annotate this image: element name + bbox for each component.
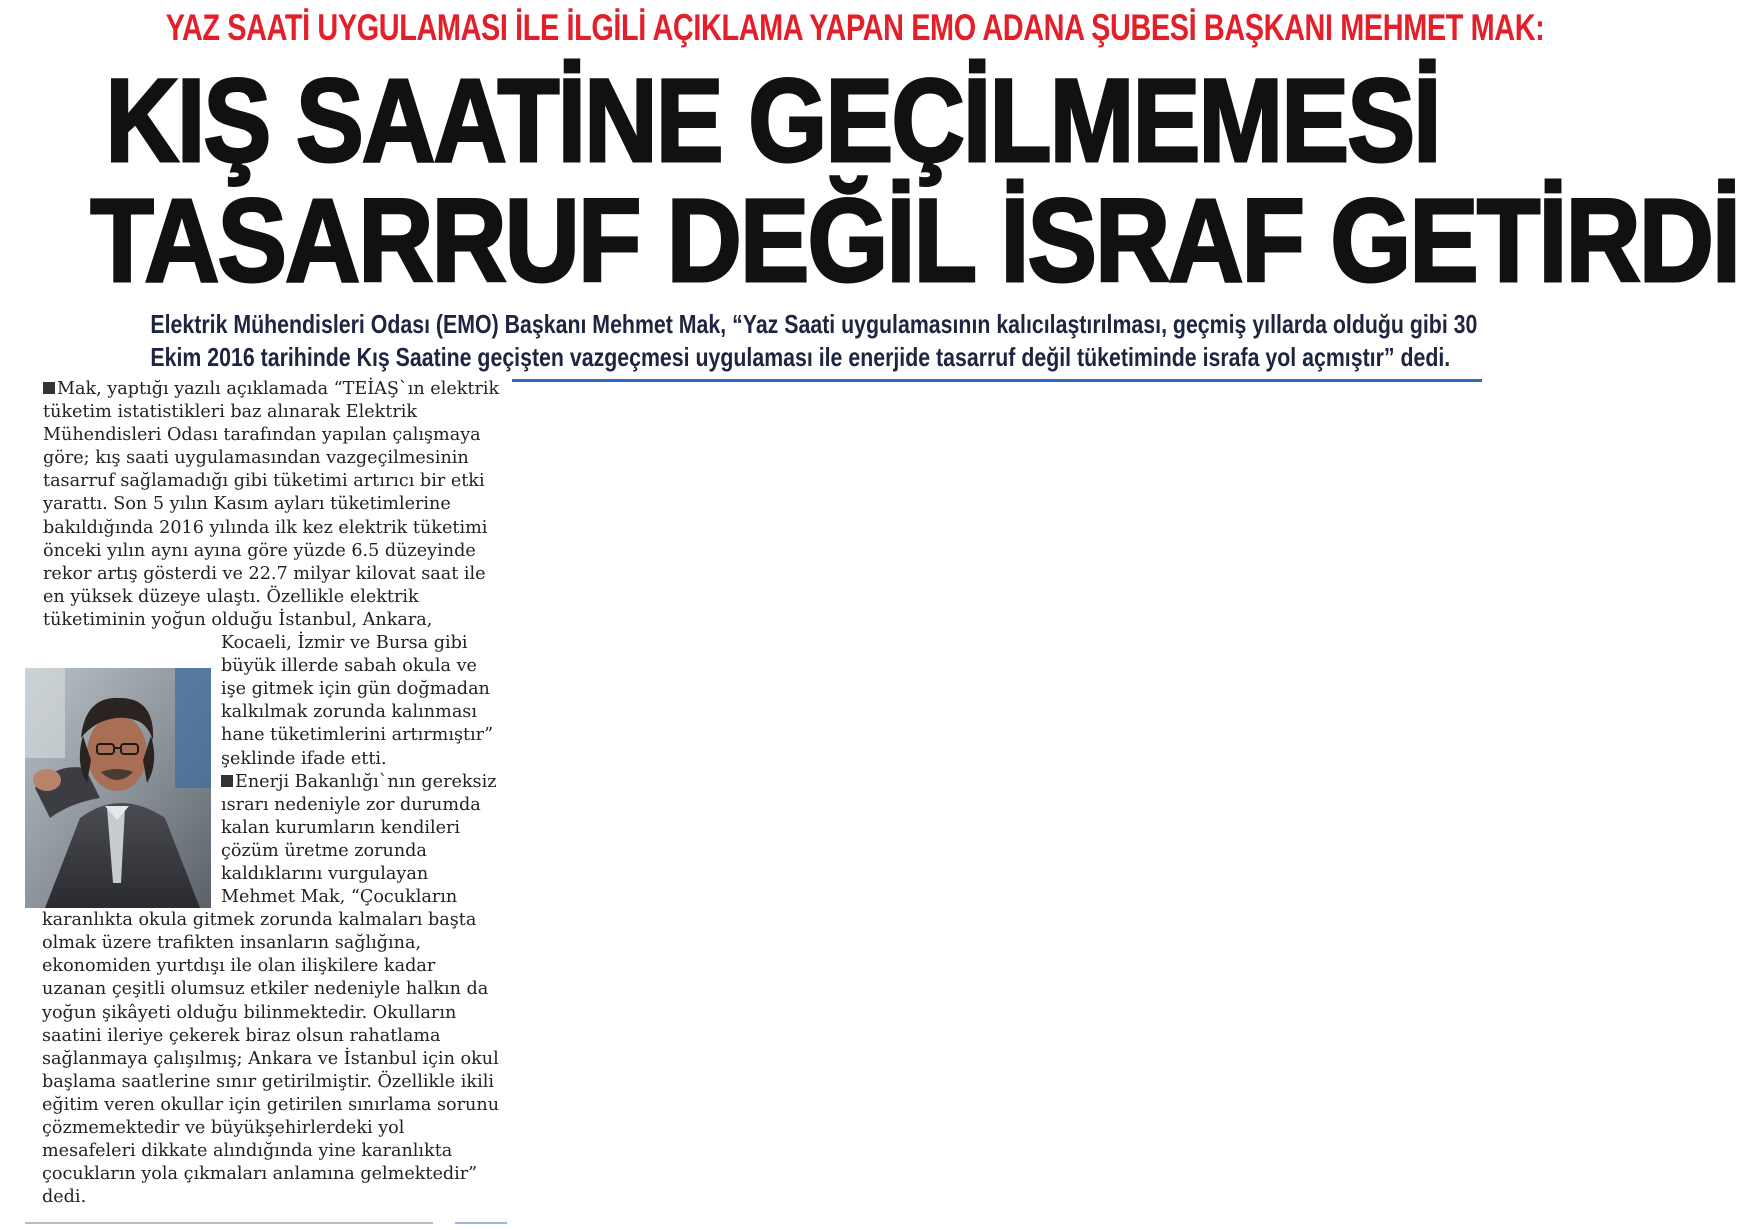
portrait-photo (25, 668, 211, 908)
paragraph-bullet-icon (43, 382, 55, 394)
deck-line-2: Ekim 2016 tarihinde Kış Saatine geçişten vazgeçmesi uygulaması ile enerjide tasarruf değil tüketiminde israfa yol açmıştır” dedi. (150, 342, 1451, 372)
headline-line-1: KIŞ SAATİNE GEÇİLMEMESİ (105, 55, 1440, 187)
kicker-headline: YAZ SAATİ UYGULAMASI İLE İLGİLİ AÇIKLAMA YAPAN EMO ADANA ŞUBESİ BAŞKANI MEHMET MAK: (165, 7, 1545, 48)
bottom-divider-accent (455, 1222, 507, 1224)
article-paragraph-1: Mak, yaptığı yazılı açıklamada “TEİAŞ`ın elektrik tüketim istatistikleri baz alınarak Elektrik Mühendisleri Odası tarafından yapılan çalışmaya göre; kış saati uygulamasından vazgeçilmesinin tasarruf sağlamadığı gibi tüketimi artırıcı bir etki yarattı. Son 5 yılın Kasım ayları tüketimlerine bakıldığında 2016 yılında ilk kez elektrik tüketimi önceki yılın aynı ayına göre yüzde 6.5 düzeyinde rekor artış gösterdi ve 22.7 milyar kilovat saat ile en yüksek düzeye ulaştı. Özellikle elektrik tüketiminin yoğun olduğu İstanbul, Ankara, Kocaeli, İzmir ve Bursa gibi büyük illerde sabah okula ve işe gitmek için gün doğmadan kalkılmak zorunda kalınması hane tüketimlerini artırmıştır” şeklinde ifade etti. (43, 379, 500, 769)
portrait-photo-illustration (25, 668, 211, 908)
deck-summary (150, 308, 1478, 374)
headline-line-2: TASARRUF DEĞİL İSRAF GETİRDİ (90, 175, 1739, 307)
deck-line-1: Elektrik Mühendisleri Odası (EMO) Başkanı Mehmet Mak, “Yaz Saati uygulamasının kalıcılaştırılması, geçmiş yıllarda olduğu gibi 30 (150, 309, 1478, 339)
deck-underline-rule (512, 379, 1482, 382)
article-paragraph-2: Enerji Bakanlığı`nın gereksiz ısrarı nedeniyle zor durumda kalan kurumların kendileri çözüm üretme zorunda kaldıklarını vurgulayan Mehmet Mak, “Çocukların karanlıkta okula gitmek zorunda kalmaları başta olmak üzere trafikten insanların sağlığına, ekonomiden yurtdışı ile olan ilişkilere kadar uzanan çeşitli olumsuz etkiler nedeniyle halkın da yoğun şikâyeti olduğu bilinmektedir. Okulların saatini ileriye çekerek biraz olsun rahatlama sağlanmaya çalışılmış; Ankara ve İstanbul için okul başlama saatlerine sınır getirilmiştir. Özellikle ikili eğitim veren okullar için getirilen sınırlama sorunu çözmemektedir ve büyükşehirlerdeki yol mesafeleri dikkate alındığında yine karanlıkta çocukların yola çıkmaları anlamına gelmektedir” dedi. (42, 771, 500, 1208)
bottom-divider (25, 1222, 433, 1224)
paragraph-bullet-icon (221, 775, 233, 787)
